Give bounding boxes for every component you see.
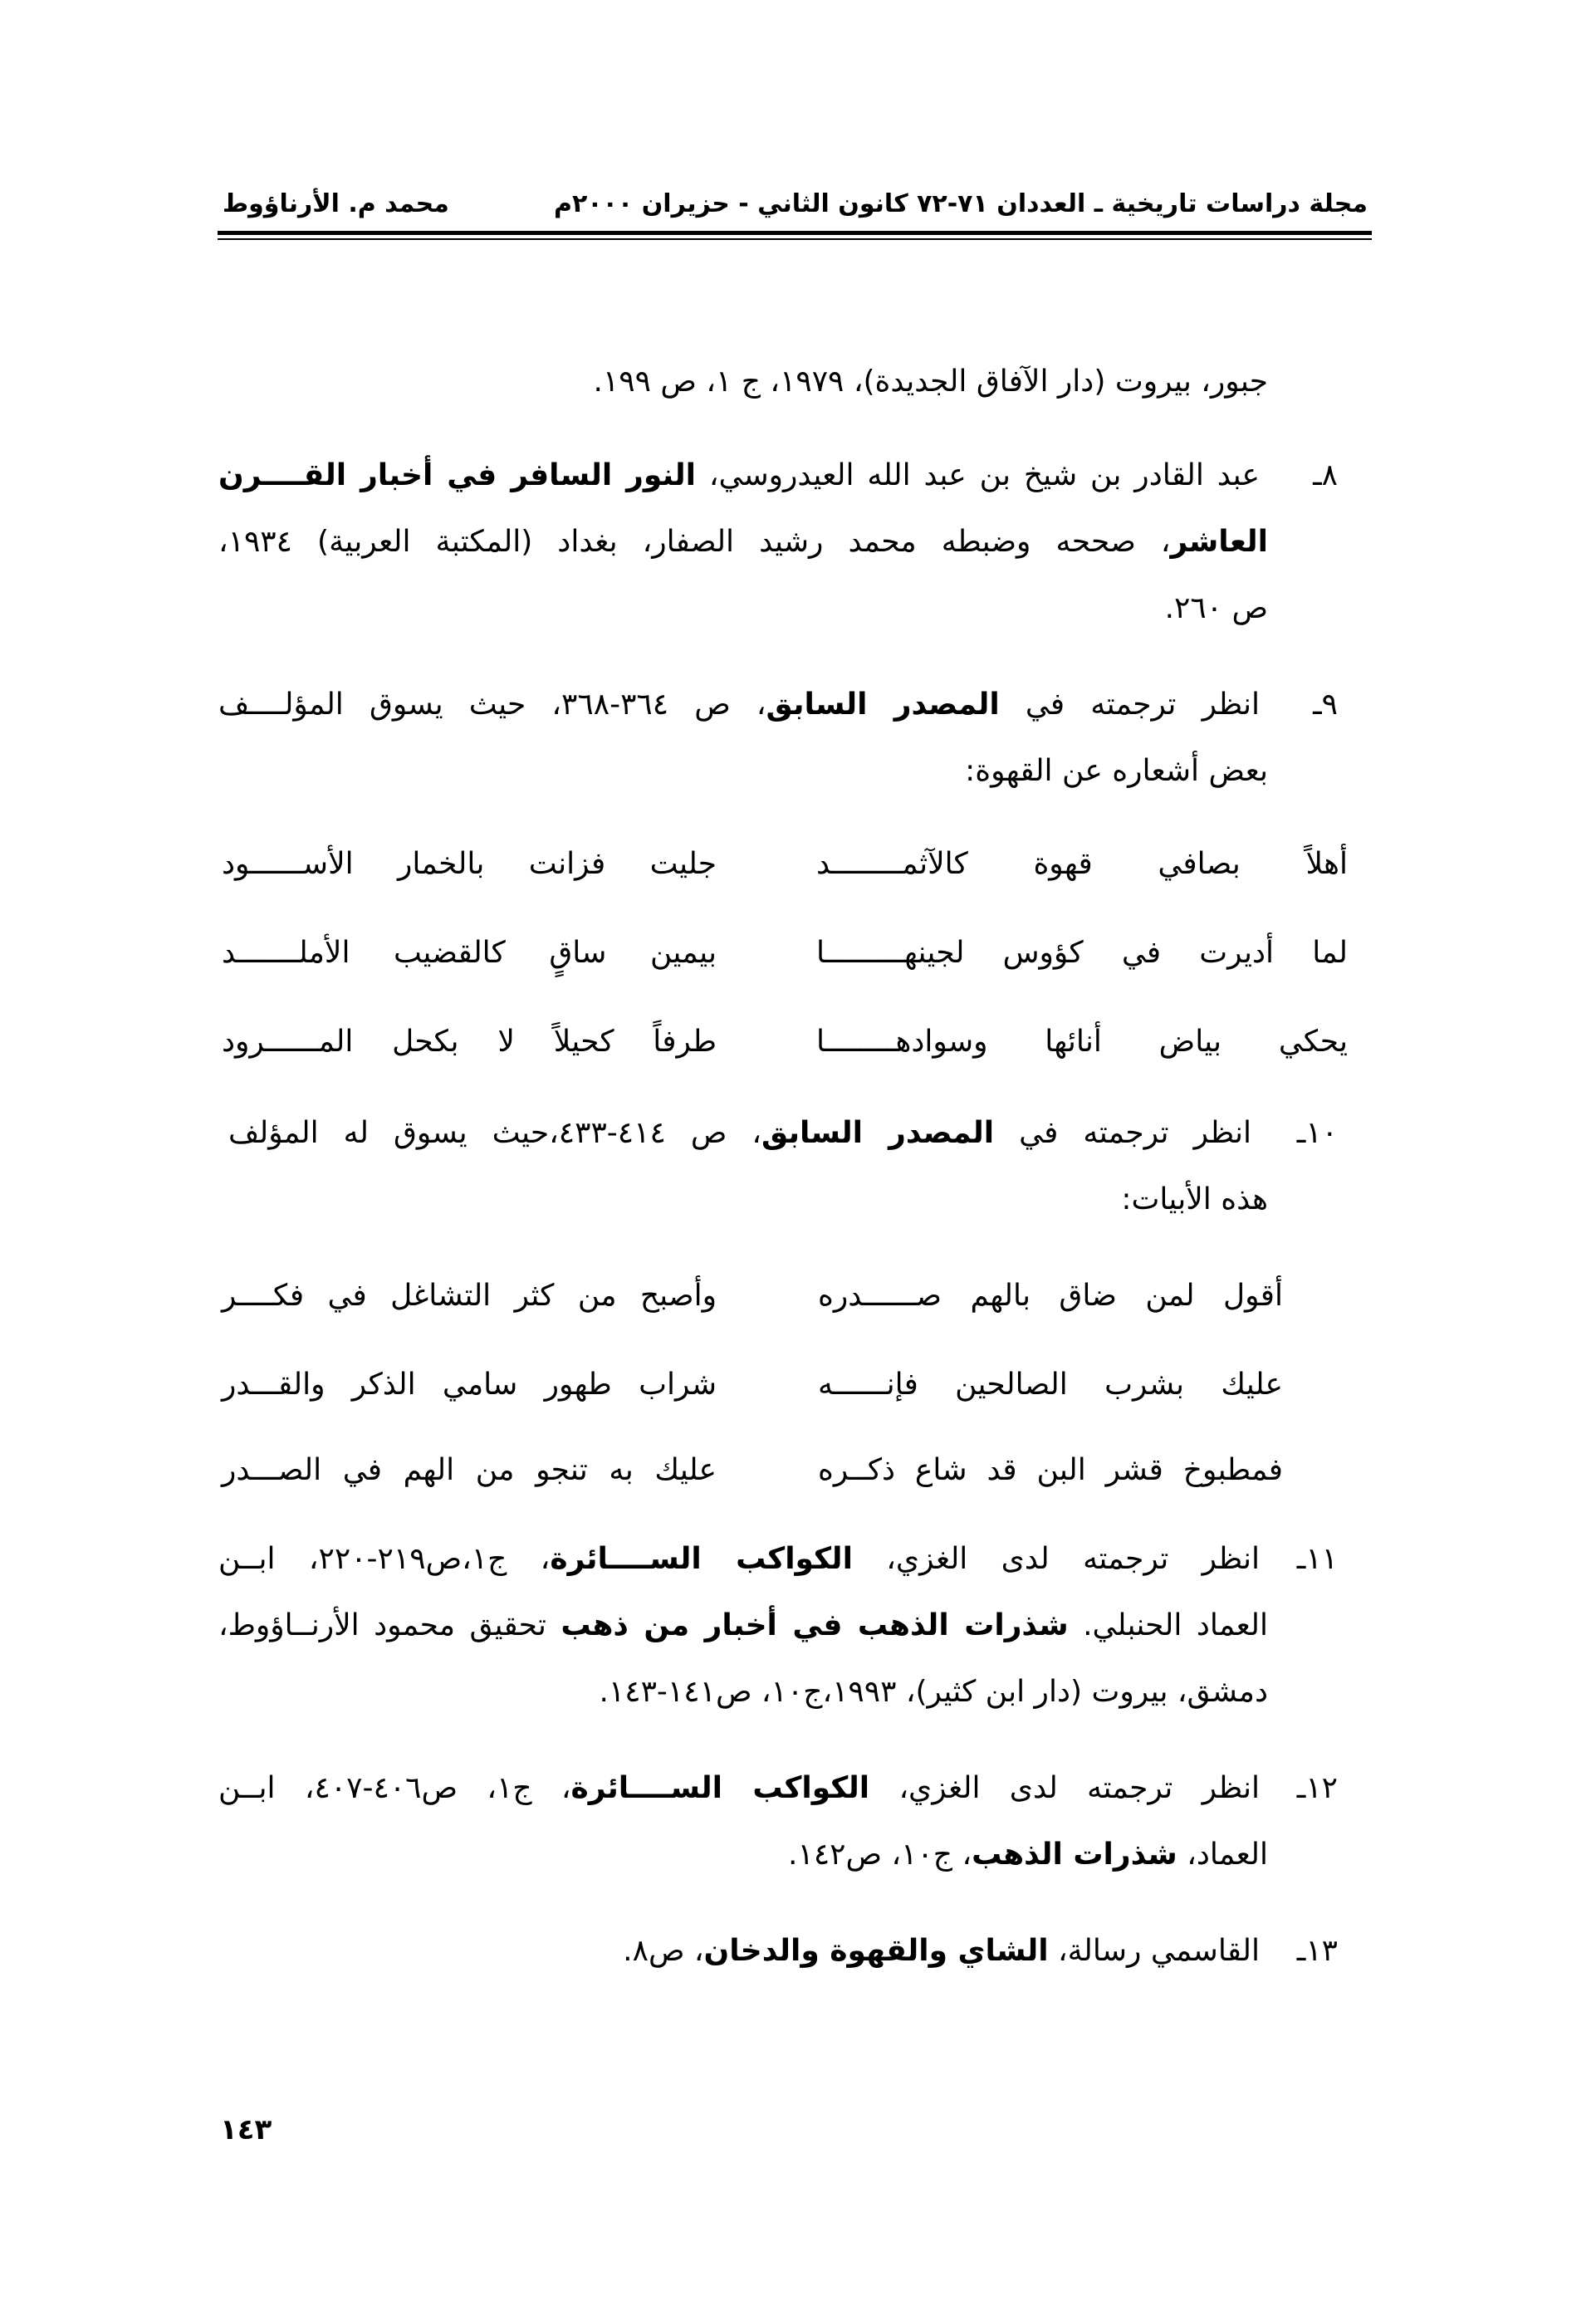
note-10-number: ١٠ـ bbox=[1296, 1116, 1338, 1150]
book-title: العاشر bbox=[1170, 525, 1268, 559]
note-11-line-2 bbox=[218, 1605, 1268, 1647]
verse-1-2-first: لما أديرت في كؤوس لجينهـــــــــا bbox=[816, 936, 1348, 970]
journal-title: مجلة دراسات تاريخية ـ العددان ٧١-٧٢ كانون الثاني - حزيران ٢٠٠٠م bbox=[554, 189, 1368, 218]
source-title: المصدر السابق bbox=[761, 1116, 995, 1150]
author-name: محمد م. الأرناؤوط bbox=[223, 189, 449, 218]
note-text: ، ص ٣٦٤-٣٦٨، حيث يسوق المؤلــــف bbox=[218, 688, 766, 722]
note-13-number: ١٣ـ bbox=[1296, 1934, 1338, 1968]
book-title: الكواكب الســــائرة bbox=[550, 1542, 853, 1576]
book-title: الشاي والقهوة والدخان bbox=[703, 1934, 1049, 1968]
note-text: ، ج١٠، ص١٤٢. bbox=[788, 1838, 972, 1872]
note-text: ، ج١،ص٢١٩-٢٢٠، ابــن bbox=[218, 1542, 551, 1576]
book-title: شذرات الذهب في أخبار من ذهب bbox=[561, 1608, 1069, 1642]
note-text: انظر ترجمته في bbox=[994, 1116, 1251, 1150]
note-text: ، ص٨. bbox=[623, 1934, 704, 1968]
note-8-line-3: ص ٢٦٠. bbox=[1164, 591, 1268, 625]
verse-2-1-first: أقول لمن ضاق بالهم صــــــدره bbox=[818, 1279, 1283, 1313]
note-text: العماد الحنبلي. bbox=[1068, 1608, 1268, 1642]
note-10-line-2: هذه الأبيات: bbox=[1121, 1182, 1268, 1216]
note-text: انظر ترجمته لدى الغزي، bbox=[869, 1771, 1261, 1805]
verse-2-3-second: عليك به تنجو من الهم في الصـــدر bbox=[222, 1453, 717, 1487]
note-9-line-2: بعض أشعاره عن القهوة: bbox=[965, 754, 1268, 788]
note-11-line-3: دمشق، بيروت (دار ابن كثير)، ١٩٩٣،ج١٠، ص١٤١-١٤٣. bbox=[599, 1675, 1268, 1709]
book-title: شذرات الذهب bbox=[972, 1838, 1177, 1872]
note-8-line-2 bbox=[218, 521, 1268, 563]
note-7-continuation: جبور، بيروت (دار الآفاق الجديدة)، ١٩٧٩، ج ١، ص ١٩٩. bbox=[593, 365, 1268, 399]
note-text: ، صححه وضبطه محمد رشيد الصفار، بغداد (المكتبة العربية) ١٩٣٤، bbox=[218, 525, 1171, 559]
note-11-line-1 bbox=[218, 1539, 1260, 1580]
header-rule-thick bbox=[218, 231, 1372, 235]
note-11-number: ١١ـ bbox=[1296, 1542, 1338, 1576]
page-number: ١٤٣ bbox=[220, 2113, 272, 2146]
note-text: تحقيق محمود الأرنــاؤوط، bbox=[218, 1608, 561, 1642]
note-text: انظر ترجمته لدى الغزي، bbox=[852, 1542, 1261, 1576]
verse-1-3-first: يحكي بياض أنائها وسوادهــــــــا bbox=[816, 1025, 1348, 1059]
verse-1-1-second: جليت فزانت بالخمار الأســــــود bbox=[222, 847, 717, 881]
note-9-number: ٩ـ bbox=[1313, 688, 1338, 722]
book-title: الكواكب الســــائرة bbox=[570, 1771, 870, 1805]
note-text: العماد، bbox=[1177, 1838, 1268, 1872]
note-8-line-1 bbox=[218, 455, 1260, 497]
verse-1-3-second: طرفاً كحيلاً لا بكحل المــــــرود bbox=[222, 1025, 717, 1059]
header-rule-thin bbox=[218, 238, 1372, 240]
verse-2-3-first: فمطبوخ قشر البن قد شاع ذكــره bbox=[818, 1453, 1283, 1487]
note-text: القاسمي رسالة، bbox=[1048, 1934, 1260, 1968]
verse-2-2-second: شراب طهور سامي الذكر والقـــدر bbox=[222, 1368, 717, 1402]
note-12-line-2 bbox=[788, 1834, 1268, 1876]
note-9-line-1 bbox=[218, 684, 1260, 726]
note-10-line-1 bbox=[228, 1113, 1251, 1154]
book-title: النور السافر في أخبار القــــرن bbox=[218, 458, 696, 492]
verse-2-1-second: وأصبح من كثر التشاغل في فكــــر bbox=[222, 1279, 717, 1313]
note-text: انظر ترجمته في bbox=[999, 688, 1260, 722]
note-13-line-1 bbox=[623, 1931, 1260, 1972]
source-title: المصدر السابق bbox=[766, 688, 1000, 722]
verse-2-2-first: عليك بشرب الصالحين فإنــــــه bbox=[818, 1368, 1283, 1402]
note-text: عبد القادر بن شيخ بن عبد الله العيدروسي، bbox=[696, 458, 1260, 492]
verse-1-2-second: بيمين ساقٍ كالقضيب الأملـــــــد bbox=[222, 936, 717, 970]
note-text: ، ص ٤١٤-٤٣٣،حيث يسوق له المؤلف bbox=[228, 1116, 762, 1150]
note-12-number: ١٢ـ bbox=[1296, 1771, 1338, 1805]
verse-1-1-first: أهلاً بصافي قهوة كالآثمــــــــد bbox=[816, 847, 1348, 881]
note-text: ، ج١، ص٤٠٦-٤٠٧، ابــن bbox=[218, 1771, 571, 1805]
note-8-number: ٨ـ bbox=[1313, 458, 1338, 492]
note-12-line-1 bbox=[218, 1768, 1260, 1809]
